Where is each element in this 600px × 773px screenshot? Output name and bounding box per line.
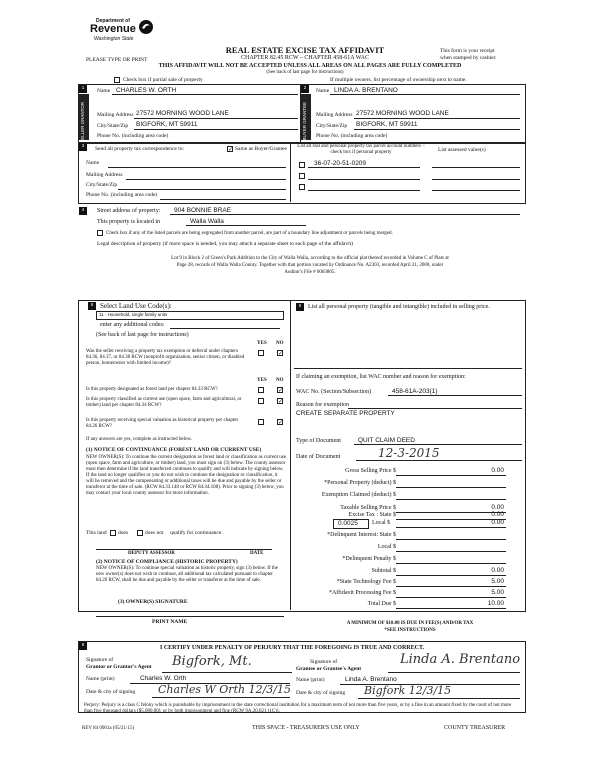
tax-row-value: 0.00 [491,511,504,518]
tax-row-label: Local $ [377,544,396,550]
land-does-checkbox[interactable] [110,530,116,536]
no-header-2: NO [276,378,284,383]
form-chapter: CHAPTER 82.45 RCW – CHAPTER 458-61A WAC [241,55,369,61]
seller-city: BIGFORK, MT 59911 [136,121,198,128]
tax-row-value: 10.00 [487,600,504,607]
land-does-not-label: does not [145,530,164,536]
buyer-mailing-label: Mailing Address [316,112,353,118]
wac-value: 458-61A-203(1) [392,388,438,395]
deputy-date-label: DATE [250,551,264,556]
buyer-city: BIGFORK, MT 59911 [356,121,418,128]
see-instructions: *SEE INSTRUCTIONS [384,628,436,633]
buyer-name: LINDA A. BRENTANO [334,87,398,94]
if-yes-note: If any answers are yes, complete as instructed below. [86,437,193,442]
seller-side-label: SELLER GRANTOR [80,102,85,143]
personal-property-text: List all personal property (tangible and intangible) included in selling price. [308,304,490,310]
section-3-number: 3 [79,143,87,151]
corr-mailing-label: Mailing Address [86,172,123,178]
q-forest-no[interactable]: ✓ [278,387,284,394]
q-exemption: Was the seller receiving a property tax exemption or deferral under chapters 84.36, 84.37, or 84.38 RCW (nonprofit organization, senior citizen, or disabled person, homeowner with limited income)? [86,349,245,366]
located-value: Walla Walla [190,218,224,225]
land-use-see-back: (See back of last page for instructions) [96,332,189,338]
compliance-title: (2) NOTICE OF COMPLIANCE (HISTORIC PROPERTY) [96,559,238,565]
boundary-label: Check box if any of the listed parcels are being segregated from another parcel, are part of a boundary line adjustment or parcels being merged. [106,231,393,236]
yes-header-2: YES [257,378,267,383]
seller-city-label: City/State/Zip [97,123,129,129]
tax-row-value: 0.00 [491,467,504,474]
tax-row-label: Excise Tax : State $ [348,512,396,518]
boundary-checkbox[interactable] [97,230,103,236]
buyer-phone-label: Phone No. (including area code) [316,133,388,139]
q-exemption-no[interactable]: ✓ [278,350,284,357]
local-value: 0.00 [491,519,504,526]
partial-sale-checkbox[interactable] [114,77,120,83]
buyer-side-label: BUYER GRANTEE [302,102,307,141]
type-or-print: PLEASE TYPE OR PRINT [86,57,148,63]
seller-mailing: 27572 MORNING WOOD LANE [136,110,229,117]
tax-row-label: *Delinquent Penalty $ [342,556,396,562]
this-land-label: This land [86,530,107,536]
additional-codes-label: enter any additional codes: [100,322,165,328]
perjury-text: Perjury: Perjury is a class C felony which is punishable by imprisonment in the state correctional institution for a maximum term of not more than five years, or by a fine in an amount fixed by the court of not more than five thousand dollars ($5,000.00), or by both imprisonment and fine (RCW 9A.20.021 (1C)). [84,703,512,714]
tax-row-label: Gross Selling Price $ [345,468,396,474]
wac-label: WAC No. (Section/Subsection) [296,389,372,395]
tax-row-label: Exemption Claimed (deduct) $ [321,492,396,498]
section-6-number: 6 [296,303,304,311]
tax-row-value: 5.00 [491,589,504,596]
certify-text: I CERTIFY UNDER PENALTY OF PERJURY THAT THE FOREGOING IS TRUE AND CORRECT. [160,645,425,651]
reason-label: Reason for exemption [296,402,349,408]
grantor-name-label: Name (print) [86,676,115,682]
form-see-back: (See back of last page for instructions) [266,70,344,75]
same-as-buyer-checkbox[interactable]: ✓ [228,146,234,153]
section-2-number: 2 [301,85,309,93]
corr-city-label: City/State/Zip [86,182,118,188]
parcel-1-personal-checkbox[interactable] [299,162,305,168]
parcel-1-number: 36-07-20-51-0209 [314,160,367,167]
grantor-signature: Bigfork, Mt. [172,654,252,669]
tax-row-label: *Delinquent Interest: State $ [327,532,396,538]
tax-row-label: Total Due $ [367,601,396,607]
q-current-use-no[interactable]: ✓ [278,398,284,405]
grantee-signature: Linda A. Brentano [400,652,521,667]
qualify-label: qualify for continuance. [170,530,223,536]
assessed-header: List assessed value(s) [438,147,486,153]
correspondence-label: Send all property tax correspondence to: [95,146,185,152]
owner-signature-label: (3) OWNER(S) SIGNATURE [118,599,188,605]
tax-row-label: Subtotal $ [371,568,396,574]
logo-swirl-icon [138,19,154,35]
form-title: REAL ESTATE EXCISE TAX AFFIDAVIT [225,45,385,55]
seller-name: CHARLES W. ORTH [116,87,177,94]
section-4-number: 4 [79,207,87,215]
grantor-date-label: Date & city of signing [86,689,136,695]
tax-row-label: *Personal Property (deduct) $ [324,480,396,486]
continuance-body: NEW OWNER(S): To continue the current designation as forest land or classification as current use (open space, farm and agriculture, or timber) land, you must sign on (3) below. The county assessor must then determine if the land transferred continues to qualify and will indicate by signing below. If the land no longer qualifies or you do not wish to continue the designation or classification, it will be removed and the compensating or additional taxes will be due and payable by the seller or transferor at the time of sale. (RCW 84.33.140 or RCW 84.34.108). Prior to signing (3) below, you may contact your local county assessor for more information. [86,455,286,496]
street-label: Street address of property: [97,208,161,214]
legal-label: Legal description of property (if more space is needed, you may attach a separate sheet to each page of the affidavit) [97,241,353,247]
legal-line-3: Auditor's File # 0003805. [284,270,336,275]
compliance-body: NEW OWNER(S): To continue special valuation as historic property, sign (3) below. If the new owner(s) does not wish to continue, all additional tax calculated pursuant to chapter 84.26 RCW, shall be due and payable by the seller or transferor at the time of sale. [96,566,278,583]
form-warning: THIS AFFIDAVIT WILL NOT BE ACCEPTED UNLESS ALL AREAS ON ALL PAGES ARE FULLY COMPLETED [158,63,462,69]
logo-state-text: Washington State [94,36,134,42]
land-does-not-checkbox[interactable] [137,530,143,536]
legal-line-2: Page 28, records of Walla Walla County. Together with that portion vacated by Ordinance No. A2303, recorded April 21, 2000, under [176,263,444,268]
seller-name-label: Name [97,88,111,94]
tax-row-value: 0.00 [491,567,504,574]
buyer-city-label: City/State/Zip [316,123,348,129]
reason-value: CREATE SEPARATE PROPERTY [296,410,395,417]
street-value: 904 BONNIE BRAE [174,207,232,214]
doc-date-label: Date of Document [296,454,341,460]
tax-row-value: 5.00 [491,578,504,585]
land-does-label: does [118,530,129,536]
same-as-buyer-label: Same as Buyer/Grantee [235,146,287,152]
grantor-name: Charles W. Orth [140,675,187,682]
q-historic: Is this property receiving special valuation as historical property per chapter 84.26 RCW? [86,418,239,429]
receipt-note-1: This form is your receipt [440,48,495,54]
logo-dept-text: Department of [96,18,130,24]
grantor-sig-label-1: Signature of [86,657,114,663]
form-revision: REV 84 0001a (05/21/15) [82,726,134,731]
q-current-use-yes[interactable] [258,398,264,404]
tax-row-label: *Affidavit Processing Fee $ [328,590,396,596]
local-label: Local $ [372,520,391,526]
corr-phone-label: Phone No. (including area code) [86,192,158,198]
yes-header-1: YES [257,341,267,346]
q-current-use: Is this property classified as current use (open space, farm and agricultural, or timber) land per chapter 84.34 RCW? [86,397,242,408]
parcel-2-personal-checkbox[interactable] [299,173,305,179]
section-8-number: 8 [79,642,87,650]
receipt-note-2: when stamped by cashier. [440,55,497,61]
doc-date-value: 12-3-2015 [378,446,440,460]
buyer-name-label: Name [316,88,330,94]
treasurer-space: THIS SPACE - TREASURER'S USE ONLY [252,725,360,731]
seller-phone-label: Phone No. (including area code) [97,133,169,139]
print-name-label: PRINT NAME [152,619,188,625]
doc-type-label: Type of Document [296,438,341,444]
revenue-logo [90,16,160,46]
grantee-sig-label-1: Signature of [310,659,338,665]
section-5-number: 5 [88,302,96,310]
no-header-1: NO [276,341,284,346]
grantee-sig-label-2: Grantee or Grantee's Agent [296,666,362,672]
local-rate: 0.0025 [338,520,358,527]
parcel-3-personal-checkbox[interactable] [299,184,305,190]
doc-type-value: QUIT CLAIM DEED [358,437,415,444]
grantee-date-label: Date & city of signing [296,690,346,696]
grantee-name-label: Name (print) [296,677,325,683]
grantee-date-city-signature: Bigfork 12/3/15 [364,684,452,697]
tax-row-label: Taxable Selling Price $ [340,505,396,511]
legal-line-1: Lot 9 in Block 2 of Green's Park Addition to the City of Walla Walla, according to the official plat thereof recorded in Volume C of Plats at [171,256,449,261]
grantor-sig-label-2: Grantor or Grantor's Agent [86,664,152,670]
q-historic-no[interactable]: ✓ [278,419,284,426]
q-forest-yes[interactable] [258,387,264,393]
grantee-name: Linda A. Brentano [345,676,397,683]
seller-mailing-label: Mailing Address [97,112,134,118]
corr-name-label: Name [86,160,100,166]
land-use-code: 11 - Household, single family units [99,312,168,317]
continuance-title: (1) NOTICE OF CONTINUANCE (FOREST LAND OR CURRENT USE) [86,447,262,453]
minimum-note: A MINIMUM OF $10.00 IS DUE IN FEE(S) AND/OR TAX [346,621,474,626]
located-label: This property is located in [97,219,160,225]
multiple-owners-note: If multiple owners, list percentage of ownership next to name. [330,77,467,83]
land-use-title: Select Land Use Code(s): [100,302,172,310]
buyer-mailing: 27572 MORNING WOOD LANE [356,110,449,117]
q-exemption-yes[interactable] [258,350,264,356]
tax-row-value: 0.00 [491,504,504,511]
partial-sale-label: Check box if partial sale of property [123,77,203,83]
q-forest: Is this property designated as forest land per chapter 84.33 RCW? [86,387,218,392]
parcels-header: List all real and personal property tax parcel account numbers – check box if personal property [297,144,425,155]
section-1-number: 1 [79,85,87,93]
tax-row-label: *State Technology Fee $ [336,579,396,585]
deputy-assessor-label: DEPUTY ASSESSOR [128,551,175,556]
county-treasurer: COUNTY TREASURER [444,725,506,731]
grantor-date-city-signature: Charles W Orth 12/3/15 [158,683,291,696]
q-historic-yes[interactable] [258,419,264,425]
logo-revenue-text: Revenue [90,23,136,35]
exemption-label: If claiming an exemption, list WAC number and reason for exemption: [296,374,466,380]
